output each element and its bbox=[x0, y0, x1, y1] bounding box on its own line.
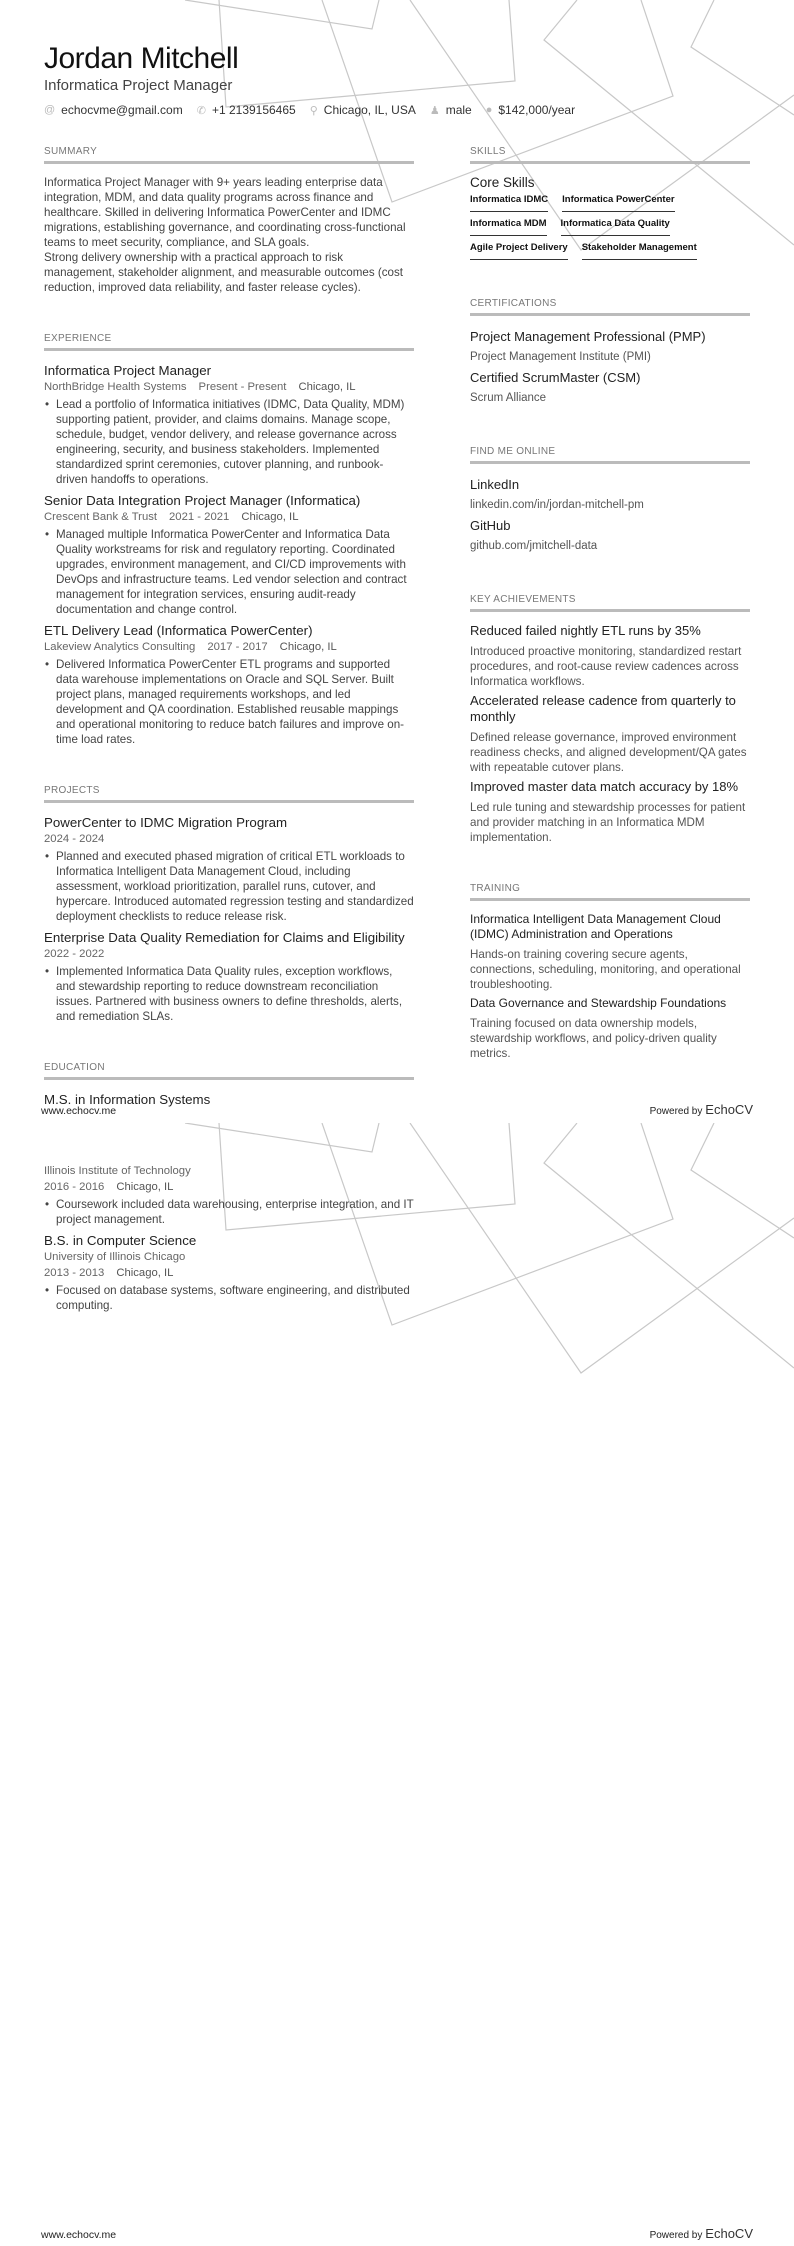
projects-section bbox=[44, 785, 414, 1024]
experience-item bbox=[44, 492, 414, 617]
training-title: Data Governance and Stewardship Foundations bbox=[470, 996, 727, 1010]
section-heading: PROJECTS bbox=[44, 785, 414, 803]
summary-paragraph: Informatica Project Manager with 9+ years leading enterprise data integration, MDM, and data quality programs across finance and healthcare. Skilled in delivering Informatica PowerCenter and IDMC migrations, establishing governance, and coordinating cross-functional teams to meet security, compliance, and SLA goals. bbox=[44, 176, 406, 249]
dates: 2013 - 2013 bbox=[44, 1267, 105, 1279]
section-heading: KEY ACHIEVEMENTS bbox=[470, 594, 750, 612]
page-footer bbox=[41, 1102, 753, 1117]
right-column bbox=[470, 146, 750, 1099]
experience-item bbox=[44, 622, 414, 747]
training-desc: Hands-on training covering secure agents, connections, scheduling, monitoring, and operational troubleshooting. bbox=[470, 948, 741, 991]
location: Chicago, IL bbox=[298, 381, 356, 393]
skill-chip: Informatica MDM bbox=[470, 218, 547, 236]
powered-by-label: Powered by bbox=[649, 2230, 703, 2241]
summary-section bbox=[44, 146, 414, 295]
certifications-section bbox=[470, 298, 750, 408]
achievement-desc: Led rule tuning and stewardship processes for patient and provider matching in an Informatica MDM implementation. bbox=[470, 801, 746, 844]
salary-text: $142,000/year bbox=[498, 103, 576, 117]
profile-name: GitHub bbox=[470, 518, 511, 533]
location: Chicago, IL bbox=[116, 1181, 174, 1193]
linkedin-link[interactable]: linkedin.com/in/jordan-mitchell-pm bbox=[470, 499, 644, 511]
dates: 2016 - 2016 bbox=[44, 1181, 105, 1193]
section-heading: FIND ME ONLINE bbox=[470, 446, 750, 464]
brand-logo[interactable]: EchoCV bbox=[705, 2226, 753, 2241]
dates: 2021 - 2021 bbox=[169, 511, 230, 523]
bullet: • Managed multiple Informatica PowerCenter and Informatica Data Quality workstreams for risk and regulatory reporting. Coordinated upgrades, environment management, and CI/CD improvements with DevOps and infrastructure teams. Led vendor selection and contract management for integration services, ensuring audit-ready documentation and change control. bbox=[44, 527, 414, 617]
bullet: • Lead a portfolio of Informatica initiatives (IDMC, Data Quality, MDM) supporting patient, provider, and claims domains. Manage scope, schedule, budget, vendor delivery, and release governance across engineering, security, and business stakeholders. Implemented standardized sprint ceremonies, cutover planning, and runbook-driven handoffs to operations. bbox=[44, 397, 414, 487]
training-section bbox=[470, 883, 750, 1061]
section-heading: EDUCATION bbox=[44, 1062, 414, 1080]
section-heading: EXPERIENCE bbox=[44, 333, 414, 351]
bullet: • Implemented Informatica Data Quality rules, exception workflows, and stewardship reporting to reduce downstream reconciliation issues. Partnered with business owners to define thresholds, alerts, and remediation SLAs. bbox=[44, 964, 414, 1024]
resume-page-2 bbox=[0, 1123, 794, 2246]
section-heading: TRAINING bbox=[470, 883, 750, 901]
candidate-title: Informatica Project Manager bbox=[44, 77, 233, 94]
skills-group-title: Core Skills bbox=[470, 175, 535, 190]
project-item bbox=[44, 814, 414, 924]
bullet: • Coursework included data warehousing, enterprise integration, and IT project management. bbox=[44, 1197, 414, 1227]
project-title: PowerCenter to IDMC Migration Program bbox=[44, 815, 288, 830]
location-icon: ⚲ bbox=[309, 104, 318, 117]
at-icon: @ bbox=[44, 104, 56, 116]
job-title: ETL Delivery Lead (Informatica PowerCenter) bbox=[44, 623, 313, 638]
dates: 2017 - 2017 bbox=[207, 641, 268, 653]
footer-site-link[interactable]: www.echocv.me bbox=[41, 2229, 117, 2241]
bullet: • Planned and executed phased migration of critical ETL workloads to Informatica Intelligent Data Management Cloud, including assessment, workload prioritization, parallel runs, cutover, and hypercare. Introduced automated regression testing and standardized deployment checklists to reduce release risk. bbox=[44, 849, 414, 924]
gender-text: male bbox=[445, 103, 472, 117]
contact-gender bbox=[430, 103, 472, 117]
brand-logo[interactable]: EchoCV bbox=[705, 1102, 753, 1117]
skill-chip: Informatica PowerCenter bbox=[562, 194, 674, 212]
job-title: Senior Data Integration Project Manager (Informatica) bbox=[44, 493, 361, 508]
section-heading: CERTIFICATIONS bbox=[470, 298, 750, 316]
contact-phone[interactable] bbox=[197, 103, 296, 117]
summary-paragraph: Strong delivery ownership with a practical approach to risk management, stakeholder alignment, and measurable outcomes (cost reduction, improved data reliability, and faster release cycles). bbox=[44, 251, 403, 294]
contact-salary bbox=[486, 103, 575, 117]
achievement-title: Accelerated release cadence from quarterly to monthly bbox=[470, 693, 736, 724]
section-heading: SKILLS bbox=[470, 146, 750, 164]
experience-section bbox=[44, 333, 414, 747]
profile-name: LinkedIn bbox=[470, 477, 520, 492]
bullet: • Delivered Informatica PowerCenter ETL programs and supported data warehouse implementations on Oracle and SQL Server. Built project plans, managed requirements workshops, and led development and QA coordination. Established reusable mappings and operational monitoring to reduce batch failures and improve on-time load rates. bbox=[44, 657, 414, 747]
company: Lakeview Analytics Consulting bbox=[44, 641, 196, 653]
left-column bbox=[44, 146, 414, 1123]
footer-site-link[interactable]: www.echocv.me bbox=[41, 1105, 117, 1117]
phone-text: +1 2139156465 bbox=[211, 103, 296, 117]
github-link[interactable]: github.com/jmitchell-data bbox=[470, 540, 598, 552]
company: Crescent Bank & Trust bbox=[44, 511, 158, 523]
contact-row bbox=[44, 103, 575, 117]
skill-chip: Agile Project Delivery bbox=[470, 242, 568, 260]
cert-name: Certified ScrumMaster (CSM) bbox=[470, 370, 641, 385]
dates: 2022 - 2022 bbox=[44, 948, 105, 960]
cert-issuer: Scrum Alliance bbox=[470, 392, 547, 404]
company: NorthBridge Health Systems bbox=[44, 381, 187, 393]
person-icon: ♟ bbox=[429, 104, 440, 117]
skill-chip: Informatica Data Quality bbox=[561, 218, 670, 236]
degree-title: B.S. in Computer Science bbox=[44, 1233, 197, 1248]
powered-by-label: Powered by bbox=[649, 1106, 703, 1117]
skill-chip: Informatica IDMC bbox=[470, 194, 548, 212]
education-item bbox=[44, 1163, 414, 1227]
contact-location bbox=[310, 103, 416, 117]
school: Illinois Institute of Technology bbox=[44, 1165, 191, 1177]
achievement-title: Improved master data match accuracy by 18% bbox=[470, 779, 739, 794]
location: Chicago, IL bbox=[116, 1267, 174, 1279]
contact-email[interactable] bbox=[44, 103, 183, 117]
salary-icon: ● bbox=[485, 104, 493, 116]
candidate-name: Jordan Mitchell bbox=[44, 42, 239, 75]
location-text: Chicago, IL, USA bbox=[323, 103, 416, 117]
phone-icon: ✆ bbox=[196, 104, 206, 117]
achievements-section bbox=[470, 594, 750, 845]
online-section bbox=[470, 446, 750, 556]
dates: Present - Present bbox=[198, 381, 287, 393]
school: University of Illinois Chicago bbox=[44, 1251, 186, 1263]
achievement-desc: Introduced proactive monitoring, standardized restart procedures, and root-cause review cadences across Informatica workflows. bbox=[470, 645, 742, 688]
skill-chip: Stakeholder Management bbox=[582, 242, 697, 260]
cert-issuer: Project Management Institute (PMI) bbox=[470, 351, 651, 363]
project-title: Enterprise Data Quality Remediation for Claims and Eligibility bbox=[44, 930, 405, 945]
page-footer bbox=[41, 2226, 753, 2241]
job-title: Informatica Project Manager bbox=[44, 363, 212, 378]
training-desc: Training focused on data ownership models, stewardship workflows, and policy-driven quality metrics. bbox=[470, 1017, 717, 1060]
education-item bbox=[44, 1232, 414, 1313]
location: Chicago, IL bbox=[279, 641, 337, 653]
training-title: Informatica Intelligent Data Management Cloud (IDMC) Administration and Operations bbox=[470, 912, 721, 941]
section-heading: SUMMARY bbox=[44, 146, 414, 164]
achievement-title: Reduced failed nightly ETL runs by 35% bbox=[470, 623, 701, 638]
cert-name: Project Management Professional (PMP) bbox=[470, 329, 706, 344]
skills-section bbox=[470, 146, 750, 260]
email-text: echocvme@gmail.com bbox=[61, 103, 183, 117]
bullet: • Focused on database systems, software engineering, and distributed computing. bbox=[44, 1283, 414, 1313]
location: Chicago, IL bbox=[241, 511, 299, 523]
project-item bbox=[44, 929, 414, 1024]
experience-item bbox=[44, 362, 414, 487]
degree-title: M.S. in Information Systems bbox=[44, 1092, 211, 1107]
dates: 2024 - 2024 bbox=[44, 833, 105, 845]
achievement-desc: Defined release governance, improved environment readiness checks, and aligned development/QA gates with repeatable cutover plans. bbox=[470, 731, 747, 774]
left-column-continued bbox=[44, 1163, 414, 1318]
